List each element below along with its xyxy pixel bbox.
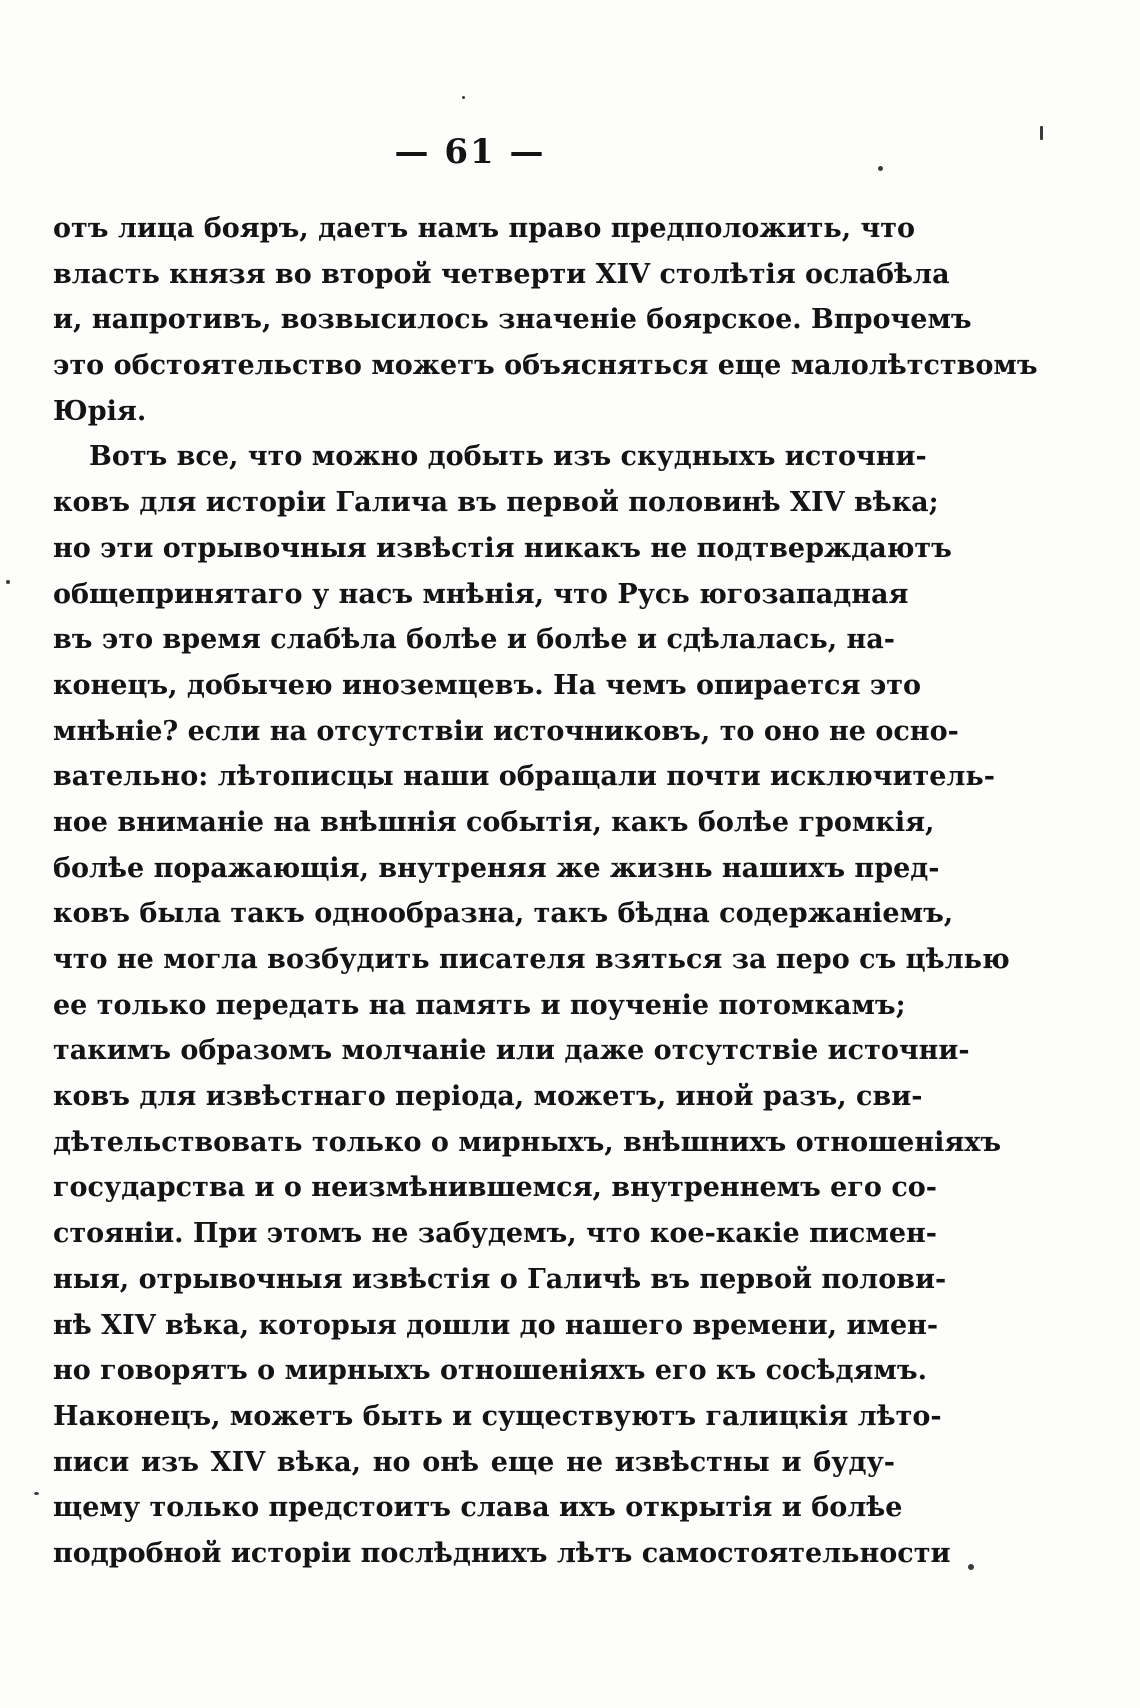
text-line: нѣ XIV вѣка, которыя дошли до нашего времени, имен- xyxy=(53,1309,939,1341)
text-line: но эти отрывочныя извѣстія никакъ не подтверждаютъ xyxy=(53,532,952,564)
text-line: отъ лица бояръ, даетъ намъ право предположить, что xyxy=(53,213,916,244)
scan-speck xyxy=(1040,126,1043,140)
text-line: болѣе поражающія, внутреняя же жизнь нашихъ пред- xyxy=(53,852,940,884)
text-line: власть князя во второй четверти XIV столѣтія ослабѣла xyxy=(53,258,950,290)
text-line: Наконецъ, можетъ быть и существуютъ галицкія лѣто- xyxy=(53,1400,942,1432)
text-line: ное вниманіе на внѣшнія событія, какъ болѣе громкія, xyxy=(53,806,935,838)
text-line: ковъ была такъ однообразна, такъ бѣдна содержаніемъ, xyxy=(53,898,954,930)
text-line: ковъ для исторіи Галича въ первой половинѣ XIV вѣка; xyxy=(53,487,939,519)
scan-speck xyxy=(878,166,883,171)
text-line: мнѣніе? если на отсутствіи источниковъ, то оно не осно- xyxy=(53,715,959,747)
text-line: общепринятаго у насъ мнѣнія, что Русь югозападная xyxy=(53,578,909,610)
text-line: ее только передать на память и поученіе потомкамъ; xyxy=(53,989,906,1021)
text-line: но говорятъ о мирныхъ отношеніяхъ его къ сосѣдямъ. xyxy=(53,1355,927,1387)
scan-speck xyxy=(6,580,10,584)
text-line: такимъ образомъ молчаніе или даже отсутствіе источни- xyxy=(53,1035,970,1067)
body-text xyxy=(53,206,1038,1577)
text-line: дѣтельствовать только о мирныхъ, внѣшнихъ отношеніяхъ xyxy=(53,1126,1002,1158)
text-line: Юрія. xyxy=(53,395,147,427)
text-line: ныя, отрывочныя извѣстія о Галичѣ въ первой полови- xyxy=(53,1263,947,1295)
scan-speck xyxy=(462,96,465,99)
text-line: что не могла возбудить писателя взяться за перо съ цѣлью xyxy=(53,944,1010,975)
text-line: государства и о неизмѣнившемся, внутреннемъ его со- xyxy=(53,1172,937,1204)
text-line: въ это время слабѣла болѣе и болѣе и сдѣлалась, на- xyxy=(53,624,895,656)
text-line: конецъ, добычею иноземцевъ. На чемъ опирается это xyxy=(53,669,922,701)
text-line: писи изъ XIV вѣка, но онѣ еще не извѣстны и буду- xyxy=(53,1446,895,1478)
text-line: щему только предстоитъ слава ихъ открытія и болѣе xyxy=(53,1492,903,1524)
page-number: — 61 — xyxy=(394,132,546,172)
text-line: Вотъ все, что можно добыть изъ скудныхъ источни- xyxy=(89,441,927,473)
text-line: подробной исторіи послѣднихъ лѣтъ самостоятельности xyxy=(53,1537,951,1569)
text-line: это обстоятельство можетъ объясняться еще малолѣтствомъ xyxy=(53,350,1038,382)
text-line: ковъ для извѣстнаго періода, можетъ, иной разъ, сви- xyxy=(53,1081,923,1113)
scan-speck xyxy=(34,1492,39,1495)
text-line: стояніи. При этомъ не забудемъ, что кое-какіе писмен- xyxy=(53,1218,937,1250)
text-line: и, напротивъ, возвысилось значеніе боярское. Впрочемъ xyxy=(53,304,972,336)
scan-speck xyxy=(968,1564,974,1570)
text-line: вательно: лѣтописцы наши обращали почти исключитель- xyxy=(53,761,995,793)
